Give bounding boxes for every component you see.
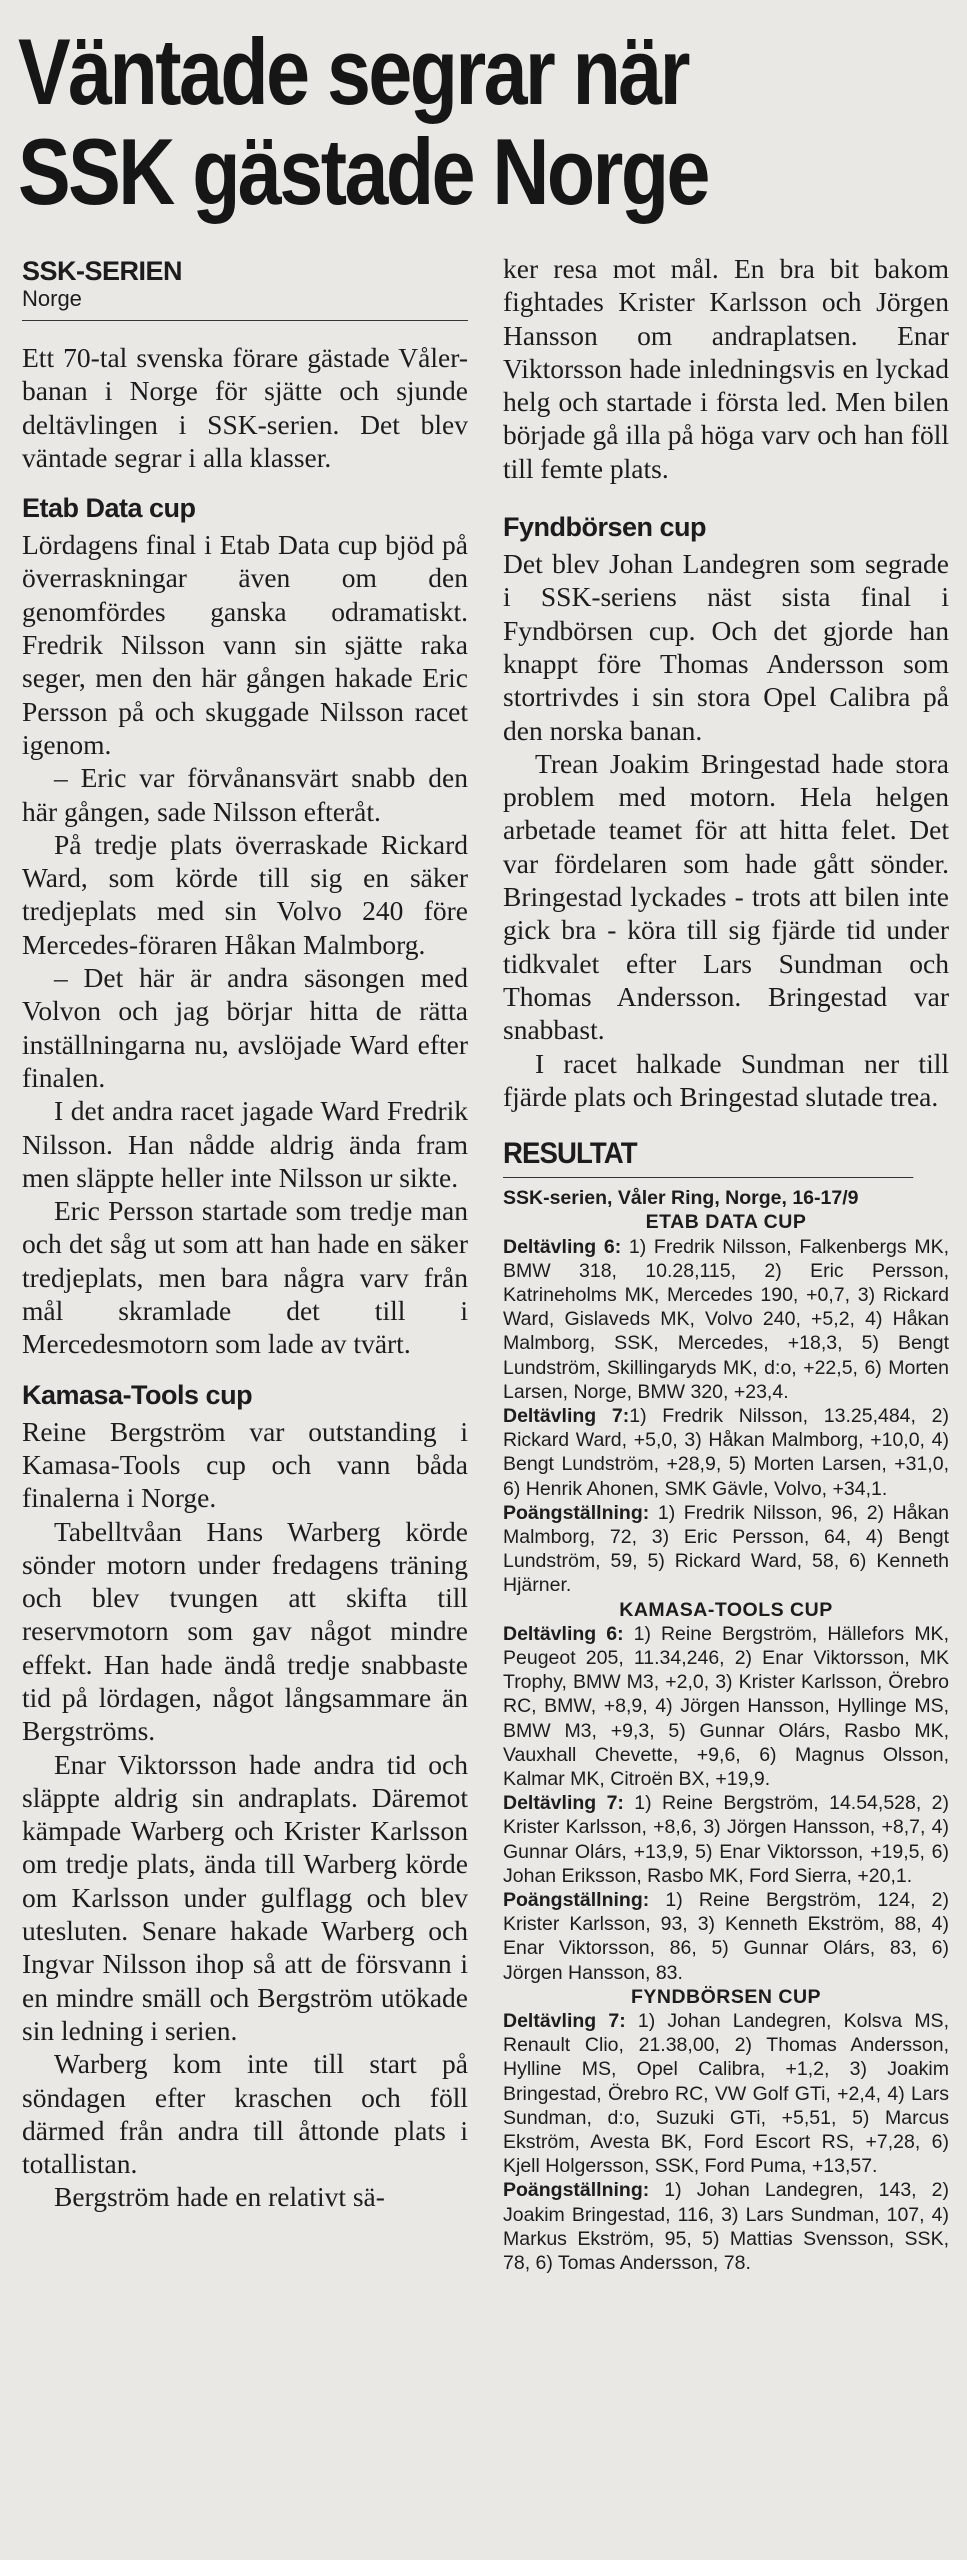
intro-paragraph: Ett 70-tal svenska förare gästade Våler-banan i Norge för sjätte och sjunde deltävlingen i SSK-serien. Det blev väntade segrar i alla klasser. bbox=[22, 342, 468, 473]
results-entry bbox=[503, 2009, 949, 2178]
article-paragraph: – Eric var förvånansvärt snabb den här gången, sade Nilsson efteråt. bbox=[22, 762, 468, 827]
results-cup-title: KAMASA-TOOLS CUP bbox=[619, 1598, 833, 1621]
results-entry bbox=[503, 1791, 949, 1888]
section-subtitle: Norge bbox=[22, 286, 468, 321]
results-label: Deltävling 7: bbox=[503, 2010, 626, 2033]
article-paragraph: Det blev Johan Landegren som segrade i SSK-seriens näst sista final i Fyndbörsen cup. Och det gjorde han knappt före Thomas Andersson som stortrivdes i sin stora Opel Calibra på den norska banan. bbox=[503, 548, 949, 746]
results-text: 1) Reine Bergström, 14.54,528, 2) Krister Karlsson, +8,6, 3) Jörgen Hansson, +8,7, 4) Gunnar Olárs, +13,9, 5) Enar Viktorsson, +19,5, 6) Johan Eriksson, Rasbo MK, Ford Sierra, +20,1. bbox=[503, 1792, 949, 1887]
results-text: 1) Johan Landegren, Kolsva MS, Renault Clio, 21.38,00, 2) Thomas Andersson, Hylline MS, Opel Calibra, +1,2, 3) Joakim Bringestad, Örebro RC, VW Golf GTi, +2,4, 4) Lars Sundman, d:o, Suzuki GTi, +5,51, 5) Marcus Ekström, Avesta BK, Ford Escort RS, +7,28, 6) Kjell Holgersson, SSK, Ford Puma, +13,57. bbox=[503, 2010, 949, 2178]
section-name: SSK-SERIEN bbox=[22, 256, 183, 286]
article-paragraph: Tabelltvåan Hans Warberg körde sönder motorn under fredagens träning och blev tvungen att skifta till reservmotorn som gav något mindre effekt. Han hade ändå tredje snabbaste tid på lördagen, något långsammare än Bergströms. bbox=[22, 1515, 468, 1747]
article-paragraph: Reine Bergström var outstanding i Kamasa-Tools cup och vann båda finalerna i Norge. bbox=[22, 1415, 468, 1514]
results-text: 1) Fredrik Nilsson, 13.25,484, 2) Rickard Ward, +5,0, 3) Håkan Malmborg, +10,0, 4) Bengt Lundström, +28,9, 5) Morten Larsen, +31,0, 6) Henrik Ahonen, SMK Gävle, Volvo, +34,1. bbox=[503, 1404, 949, 1500]
results-meet-title: SSK-serien, Våler Ring, Norge, 16-17/9 bbox=[503, 1187, 859, 1210]
results-entry bbox=[503, 1622, 949, 1791]
results-text: 1) Johan Landegren, 143, 2) Joakim Bringestad, 116, 3) Lars Sundman, 107, 4) Markus Ekström, 95, 5) Mattias Svensson, SSK, 78, 6) Tomas Andersson, 78. bbox=[503, 2179, 949, 2275]
article-paragraph: I det andra racet jagade Ward Fredrik Nilsson. Han nådde aldrig ända fram men släppte heller inte Nilsson ur sikte. bbox=[22, 1095, 468, 1193]
article-paragraph: Warberg kom inte till start på söndagen efter kraschen och föll därmed från andra till åttonde plats i totallistan. bbox=[22, 2048, 468, 2180]
results-label: Deltävling 6: bbox=[503, 1622, 624, 1645]
results-label: Deltävling 7: bbox=[503, 1792, 624, 1815]
results-entry bbox=[503, 2178, 949, 2275]
headline-line-2: SSK gästade Norge bbox=[18, 119, 708, 224]
results-label: Poängställning: bbox=[503, 2179, 650, 2202]
results-entry bbox=[503, 1888, 949, 1985]
etab-cup-heading: Etab Data cup bbox=[22, 493, 196, 524]
headline bbox=[18, 19, 803, 224]
results-entry bbox=[503, 1404, 949, 1501]
results-entry bbox=[503, 1501, 949, 1598]
right-column bbox=[503, 252, 949, 2275]
results-label: Deltävling 6: bbox=[503, 1235, 622, 1258]
fyndborsen-cup-heading: Fyndbörsen cup bbox=[503, 512, 707, 543]
kamasa-cup-heading: Kamasa-Tools cup bbox=[22, 1379, 253, 1410]
results-label: Poängställning: bbox=[503, 1501, 650, 1524]
article-paragraph: Eric Persson startade som tredje man och det såg ut som att han hade en säker tredjeplats, men bara några varv från mål skramlade det till i Mercedesmotorn som lade av tvärt. bbox=[22, 1195, 468, 1360]
results-text: 1) Fredrik Nilsson, 96, 2) Håkan Malmborg, 72, 3) Eric Persson, 64, 4) Bengt Lundström, 59, 5) Rickard Ward, 58, 6) Kenneth Hjärner. bbox=[503, 1501, 949, 1597]
left-column bbox=[22, 252, 468, 2214]
article-paragraph: Lördagens final i Etab Data cup bjöd på överraskningar även om den genomfördes ganska odramatiskt. Fredrik Nilsson vann sin sjätte raka seger, men den här gången hakade Eric Persson på och skuggade Nilsson racet igenom. bbox=[22, 529, 468, 760]
results-text: 1) Fredrik Nilsson, Falkenbergs MK, BMW 318, 10.28,115, 2) Eric Persson, Katrineholms MK, Mercedes 190, +0,7, 3) Rickard Ward, Gislaveds MK, Volvo 240, +5,2, 4) Håkan Malmborg, SSK, Mercedes, +18,3, 5) Bengt Lundström, Skillingaryds MK, d:o, +22,5, 6) Morten Larsen, Norge, BMW 320, +23,4. bbox=[503, 1235, 949, 1403]
results-text: 1) Reine Bergström, 124, 2) Krister Karlsson, 93, 3) Kenneth Ekström, 88, 4) Enar Viktorsson, 86, 5) Gunnar Olárs, 83, 6) Jörgen Hansson, 83. bbox=[503, 1889, 949, 1984]
results-cup-title: FYNDBÖRSEN CUP bbox=[630, 1985, 822, 2008]
results-heading: RESULTAT bbox=[503, 1137, 913, 1178]
article-paragraph: Trean Joakim Bringestad hade stora problem med motorn. Hela helgen arbetade teamet för att hitta felet. Det var fördelaren som hade gått sönder. Bringestad lyckades - trots att bilen inte gick bra - köra till sig fjärde tid under tidkvalet efter Lars Sundman och Thomas Andersson. Bringestad var snabbast. bbox=[503, 747, 949, 1046]
results-cup-title: ETAB DATA CUP bbox=[645, 1211, 807, 1234]
results-block bbox=[503, 1186, 949, 2275]
article-paragraph: Bergström hade en relativt sä- bbox=[54, 2181, 385, 2213]
article-paragraph: På tredje plats överraskade Rickard Ward, som körde till sig en säker tredjeplats med sin Volvo 240 före Mercedes-föraren Håkan Malmborg. bbox=[22, 828, 468, 960]
results-text: 1) Reine Bergström, Hällefors MK, Peugeot 205, 11.34,246, 2) Enar Viktorsson, MK Trophy, BMW M3, +2,0, 3) Krister Karlsson, Örebro RC, BMW, +8,9, 4) Jörgen Hansson, Hyllinge MS, BMW M3, +9,3, 5) Gunnar Olárs, Rasbo MK, Vauxhall Chevette, +9,6, 6) Magnus Olsson, Kalmar MK, Citroën BX, +19,9. bbox=[503, 1622, 949, 1790]
article-paragraph: I racet halkade Sundman ner till fjärde plats och Bringestad slutade trea. bbox=[503, 1047, 949, 1112]
headline-line-1: Väntade segrar när bbox=[18, 19, 688, 124]
results-entry bbox=[503, 1235, 949, 1404]
results-label: Deltävling 7: bbox=[503, 1404, 630, 1427]
results-label: Poängställning: bbox=[503, 1889, 650, 1912]
article-paragraph: ker resa mot mål. En bra bit bakom fightades Krister Karlsson och Jörgen Hansson om andraplatsen. Enar Viktorsson hade inledningsvis en lyckad helg och startade i första led. Men bilen började gå illa på höga varv och han föll till femte plats. bbox=[503, 253, 949, 484]
article-paragraph: – Det här är andra säsongen med Volvon och jag börjar hitta de rätta inställningarna nu, avslöjade Ward efter finalen. bbox=[22, 962, 468, 1093]
article-paragraph: Enar Viktorsson hade andra tid och släppte aldrig sin andraplats. Däremot kämpade Warberg och Krister Karlsson om tredje plats, ända till Warberg körde om Karlsson under gulflagg och blev utesluten. Senare hakade Warberg och Ingvar Nilsson ihop så att de försvann i en mindre smäll och Bergström utökade sin ledning i serien. bbox=[22, 1748, 468, 2046]
